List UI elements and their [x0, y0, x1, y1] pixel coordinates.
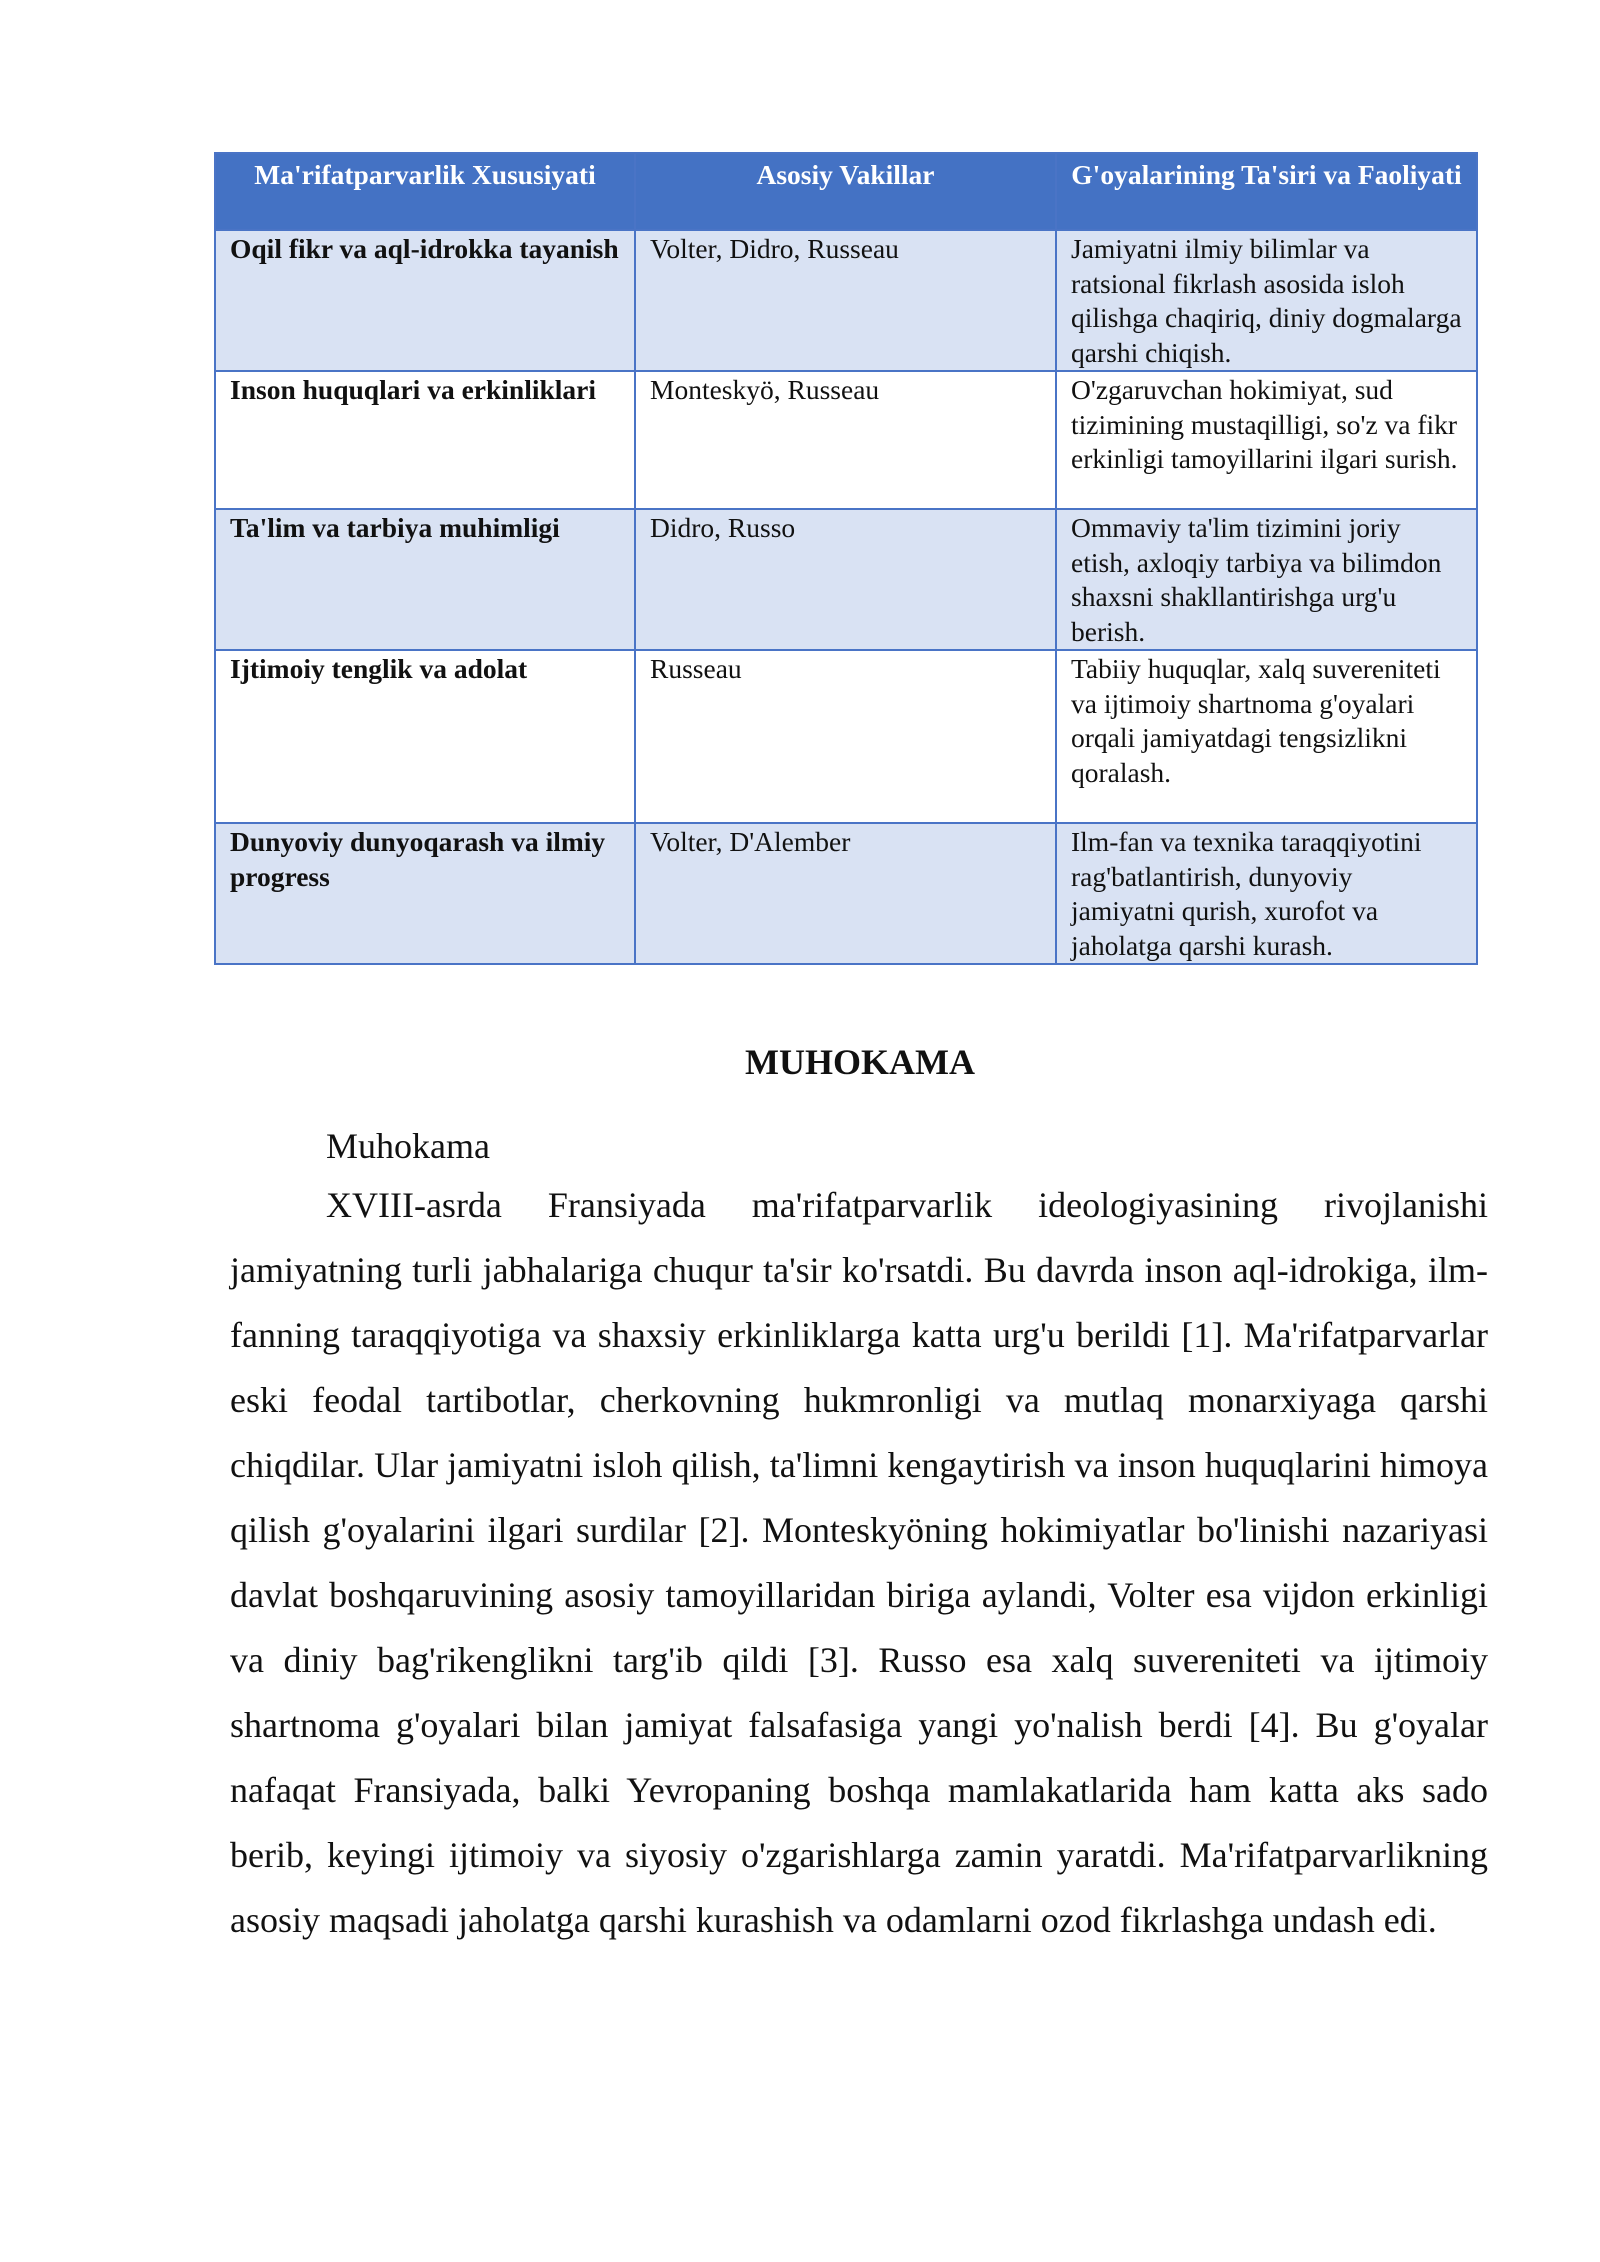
- header-feature: Ma'rifatparvarlik Xususiyati: [215, 153, 635, 230]
- section-heading: MUHOKAMA: [745, 1042, 975, 1082]
- representatives-cell: Monteskyö, Russeau: [635, 371, 1056, 509]
- body-paragraph: XVIII-asrda Fransiyada ma'rifatparvarlik ideologiyasining rivojlanishi jamiyatning turli jabhalariga chuqur ta'sir ko'rsatdi. Bu davrda inson aql-idrokiga, ilm-fanning taraqqiyotiga va shaxsiy erkinliklarga katta urg'u berildi [1]. Ma'rifatparvarlar eski feodal tartibotlar, cherkovning hukmronligi va mutlaq monarxiyaga qarshi chiqdilar. Ular jamiyatni isloh qilish, ta'limni kengaytirish va inson huquqlarini himoya qilish g'oyalarini ilgari surdilar [2]. Monteskyöning hokimiyatlar bo'linishi nazariyasi davlat boshqaruvining asosiy tamoyillaridan biriga aylandi, Volter esa vijdon erkinligi va diniy bag'rikenglikni targ'ib qildi [3]. Russo esa xalq suvereniteti va ijtimoiy shartnoma g'oyalari bilan jamiyat falsafasiga yangi yo'nalish berdi [4]. Bu g'oyalar nafaqat Fransiyada, balki Yevropaning boshqa mamlakatlarida ham katta aks sado berib, keyingi ijtimoiy va siyosiy o'zgarishlarga zamin yaratdi. Ma'rifatparvarlikning asosiy maqsadi jaholatga qarshi kurashish va odamlarni ozod fikrlashga undash edi.: [230, 1185, 1488, 1940]
- section-subheading: Muhokama: [326, 1126, 490, 1166]
- representatives-cell: Volter, D'Alember: [635, 823, 1056, 964]
- feature-cell: Inson huquqlari va erkinliklari: [215, 371, 635, 509]
- feature-cell: Oqil fikr va aql-idrokka tayanish: [215, 230, 635, 371]
- feature-cell: Ta'lim va tarbiya muhimligi: [215, 509, 635, 650]
- table-row: [215, 371, 1477, 509]
- header-impact: G'oyalarining Ta'siri va Faoliyati: [1056, 153, 1477, 230]
- table-row: [215, 650, 1477, 823]
- representatives-cell: Russeau: [635, 650, 1056, 823]
- impact-cell: Jamiyatni ilmiy bilimlar va ratsional fikrlash asosida isloh qilishga chaqiriq, diniy dogmalarga qarshi chiqish.: [1056, 230, 1477, 371]
- impact-cell: Ilm-fan va texnika taraqqiyotini rag'batlantirish, dunyoviy jamiyatni qurish, xurofot va jaholatga qarshi kurash.: [1056, 823, 1477, 964]
- feature-cell: Dunyoviy dunyoqarash va ilmiy progress: [215, 823, 635, 964]
- enlightenment-table: [214, 152, 1478, 965]
- impact-cell: Ommaviy ta'lim tizimini joriy etish, axloqiy tarbiya va bilimdon shaxsni shakllantirishga urg'u berish.: [1056, 509, 1477, 650]
- table-header-row: [215, 153, 1477, 230]
- impact-cell: O'zgaruvchan hokimiyat, sud tizimining mustaqilligi, so'z va fikr erkinligi tamoyillarini ilgari surish.: [1056, 371, 1477, 509]
- feature-cell: Ijtimoiy tenglik va adolat: [215, 650, 635, 823]
- header-representatives: Asosiy Vakillar: [635, 153, 1056, 230]
- table-row: [215, 823, 1477, 964]
- table-row: [215, 509, 1477, 650]
- representatives-cell: Didro, Russo: [635, 509, 1056, 650]
- impact-cell: Tabiiy huquqlar, xalq suvereniteti va ijtimoiy shartnoma g'oyalari orqali jamiyatdagi tengsizlikni qoralash.: [1056, 650, 1477, 823]
- representatives-cell: Volter, Didro, Russeau: [635, 230, 1056, 371]
- table-row: [215, 230, 1477, 371]
